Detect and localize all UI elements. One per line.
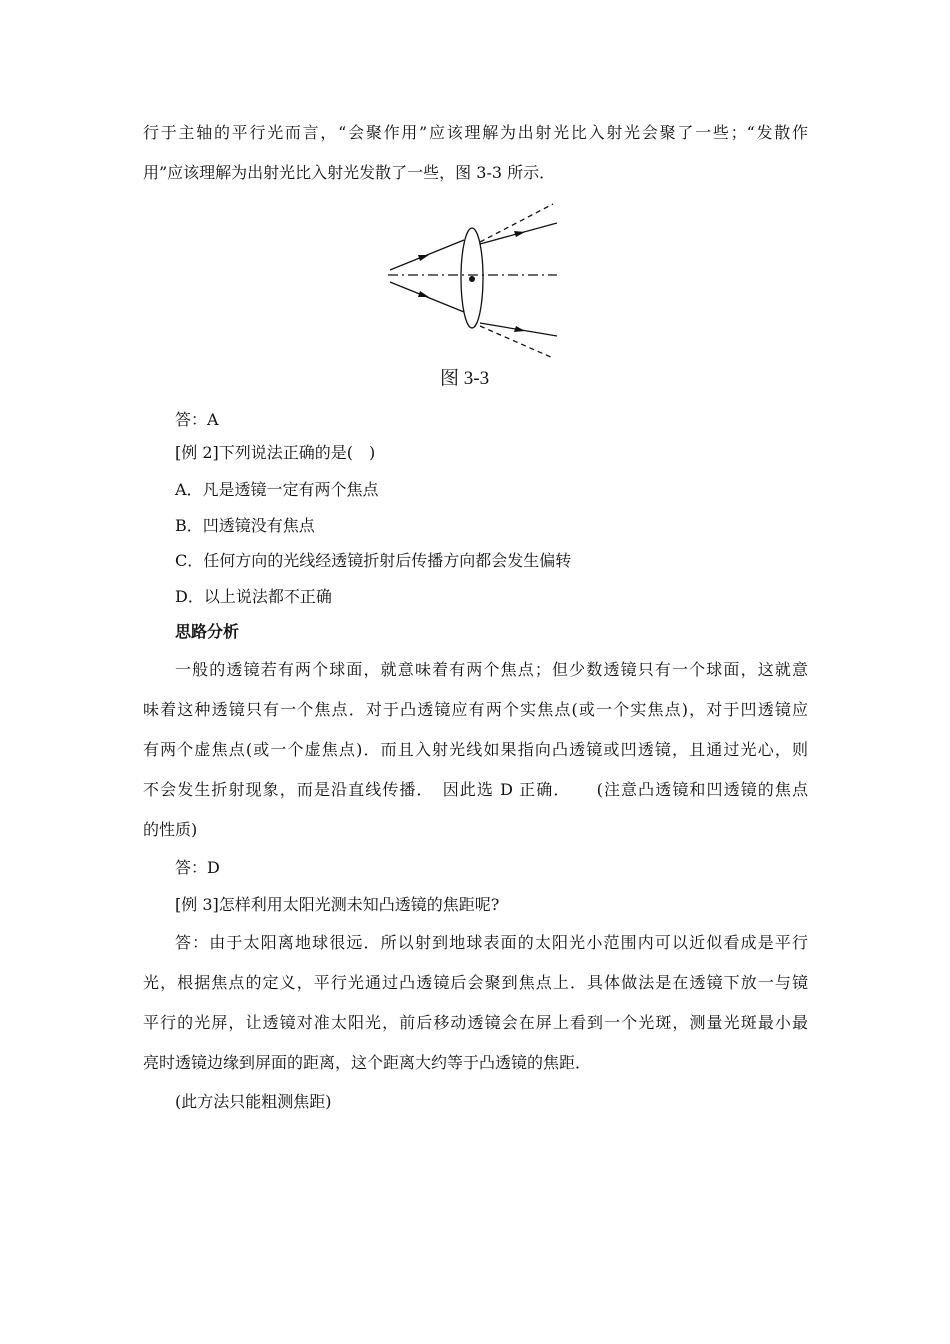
analysis-line-2: 味着这种透镜只有一个焦点．对于凸透镜应有两个实焦点(或一个实焦点)，对于凹透镜应 [143,700,808,719]
analysis-line-1: 一般的透镜若有两个球面，就意味着有两个焦点；但少数透镜只有一个球面，这就意 [175,660,808,679]
example-2-question: [例 2]下列说法正确的是( ) [175,443,376,462]
example-3-note: (此方法只能粗测焦距) [175,1092,332,1111]
example-3-answer-line-1: 答：由于太阳离地球很远．所以射到地球表面的太阳光小范围内可以近似看成是平行 [175,933,808,952]
option-b: B．凹透镜没有焦点 [175,516,315,535]
lens-diagram-figure [385,198,565,363]
analysis-heading: 思路分析 [175,622,240,641]
arrow-icon [514,231,525,237]
intro-line-2: 用”应该理解为出射光比入射光发散了一些，图 3-3 所示． [143,163,556,182]
example-3-answer-line-3: 平行的光屏，让透镜对准太阳光，前后移动透镜会在屏上看到一个光斑，测量光斑最小最 [143,1013,808,1032]
answer-2: 答：D [175,858,220,877]
option-c: C．任何方向的光线经透镜折射后传播方向都会发生偏转 [175,551,572,570]
example-3-answer-line-2: 光，根据焦点的定义，平行光通过凸透镜后会聚到焦点上．具体做法是在透镜下放一与镜 [143,973,808,992]
analysis-line-4: 不会发生折射现象，而是沿直线传播． 因此选 D 正确． (注意凸透镜和凹透镜的焦点 [143,780,808,799]
analysis-line-5: 的性质) [143,820,198,839]
option-a: A．凡是透镜一定有两个焦点 [175,480,379,499]
example-3-question: [例 3]怎样利用太阳光测未知凸透镜的焦距呢? [175,895,500,914]
option-d: D．以上说法都不正确 [175,587,332,606]
answer-1: 答：A [175,410,219,429]
arrow-icon [418,291,429,297]
arrow-icon [418,255,429,261]
example-3-answer-line-4: 亮时透镜边缘到屏面的距离，这个距离大约等于凸透镜的焦距． [143,1053,592,1072]
analysis-line-3: 有两个虚焦点(或一个虚焦点)．而且入射光线如果指向凸透镜或凹透镜，且通过光心，则 [143,740,808,759]
optical-center-dot [469,276,475,282]
intro-line-1: 行于主轴的平行光而言，“会聚作用”应该理解为出射光比入射光会聚了一些；“发散作 [143,123,808,142]
arrow-icon [514,326,525,332]
figure-caption: 图 3-3 [440,368,490,389]
